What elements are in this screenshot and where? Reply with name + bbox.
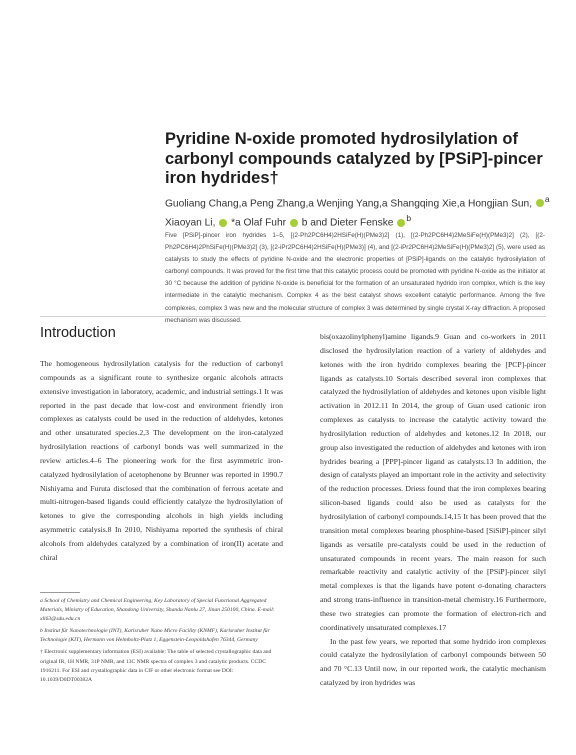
footnotes [40,597,283,688]
right-column [320,330,546,690]
section-divider [40,316,546,317]
author-list [165,192,550,231]
orcid-icon[interactable] [290,219,298,227]
authors-line2-b: *a Olaf Fuhr [231,217,287,229]
authors-line1: Guoliang Chang,a Peng Zhang,a Wenjing Yang,a Shangqing Xie,a Hongjian Sun, [165,198,533,210]
authors-line1-tail: a [544,194,550,204]
affiliation-a: a School of Chemistry and Chemical Engineering, Key Laboratory of Special Functional Aggregated Materials, Ministry of Education, Shandong University, Shanda Nanlu 27, Jinan 250100, China. E-mail: xli63@sdu.edu.cn [40,598,275,623]
authors-line2-d: b [406,213,412,224]
affiliation-b: b Institut für Nanotechnologie (INT), Karlsruher Nano Micro Facility (KNMF), Karlsruher Institut für Technologie (KIT), Hermann von Helmholtz-Platz 1, Eggenstein-Leopoldshafen 76344, Germany [40,628,270,644]
esi-note: † Electronic supplementary information (ESI) available: The table of selected crystallographic data and original IR, 1H NMR, 31P NMR, and 13C NMR spectra of complex 3 and catalytic products. CCDC 1916211. For ESI and crystallographic data in CIF or other electronic format see DOI: 10.1039/D0DT00382A [40,649,272,683]
orcid-icon[interactable] [536,199,544,207]
orcid-icon[interactable] [219,219,227,227]
abstract [165,230,545,327]
orcid-icon[interactable] [397,219,405,227]
intro-paragraph-3: In the past few years, we reported that some hydrido iron complexes could catalyze the hydrosilylation of carbonyl compounds between 50 and 70 °C.13 Until now, in our reported work, the catalytic mechanism catalyzed by iron hydrides was [320,636,546,688]
footnote-divider [40,592,80,593]
left-column [40,357,283,565]
intro-paragraph-2: bis(oxazolinylphenyl)amine ligands.9 Guan and co-workers in 2011 disclosed the hydrosilylation reaction of a variety of aldehydes and ketones with the iron hydrido complexes bearing the [PCP]-pincer ligands as catalysts.10 Sortais described several iron complexes that catalyzed the hydrosilylation of aldehydes and ketones upon visible light activation in 2012.11 In 2014, the group of Guan used cationic iron complexes as catalysts to increase the catalytic activity toward the hydrosilylation reduction of aldehydes and ketones.12 In 2018, our group also investigated the reduction of aldehydes and ketones with iron hydrides bearing a [PPP]-pincer ligand as catalysts.13 In addition, the design of catalysts played an important role in the activity and selectivity of the reduction processes. Driess found that the iron complexes bearing silicon-based ligands could also be used as catalysts for the hydrosilylation of carbonyl compounds.14,15 It has been proved that the transition metal complexes bearing phosphine-based [SiSiP]-pincer silyl ligands as versatile pre-catalysts could be used in the reduction of unsaturated compounds in recent years. The main reason for such remarkable reactivity and catalytic activity of the [PSiP]-pincer silyl metal complexes is that the ligands have potent σ-donating characters and strong trans-influence in transition-metal chemistry.16 Furthermore, these two strategies can promote the formation of electron-rich and coordinatively unsaturated complexes.17 [320,332,546,632]
section-heading: Introduction [40,325,116,341]
abstract-text: Five [PSiP]-pincer iron hydrides 1–5, [(2-Ph2PC6H4)2HSiFe(H)(PMe3)2] (1), [(2-Ph2PC6H4)2MeSiFe(H)(PMe3)2] (2), [(2-Ph2PC6H4)2PhSiFe(H)(PMe3)2] (3), [(2-iPr2PC6H4)2HSiFe(H)(PMe3)] (4), and [(2-iPr2PC6H4)2MeSiFe(H)(PMe3)2] (5), were used as catalysts to study the effects of pyridine N-oxide and the electronic properties of [PSiP]-ligands on the catalytic hydrosilylation of carbonyl compounds. It was proved for the first time that this catalytic process could be promoted with pyridine N-oxide as the initiator at 30 °C because the addition of pyridine N-oxide is beneficial for the formation of an unsaturated hydrido iron complex, which is the key intermediate in the catalytic mechanism. Complex 4 as the best catalyst shows excellent catalytic performance. Among the five complexes, complex 3 was new and the molecular structure of complex 3 was determined by single crystal X-ray diffraction. A proposed mechanism was discussed. [165,232,545,324]
authors-line2-a: Xiaoyan Li, [165,217,216,229]
authors-line2-c: b and Dieter Fenske [301,217,394,229]
article-title: Pyridine N-oxide promoted hydrosilylation of carbonyl compounds catalyzed by [PSiP]-pincer iron hydrides† [165,130,543,187]
intro-paragraph-1: The homogeneous hydrosilylation catalysis for the reduction of carbonyl compounds as a significant route to synthesize organic alcohols attracts extensive investigation in laboratory, academic, and industrial settings.1 It was reported in the past decade that low-cost and environment friendly iron complexes as catalysts could be used in the reduction of aldehydes, ketones and other unsaturated species.2,3 The development on the iron-catalyzed hydrosilylation reactions of carbonyl bonds was well summarized in the review articles.4–6 The pioneering work for the first asymmetric iron-catalyzed hydrosilylation of acetophenone by Brunner was reported in 1990.7 Nishiyama and Furuta disclosed that the combination of ferrous acetate and multi-nitrogen-based ligands could efficiently catalyze the hydrosilylation of ketones to give the corresponding alcohols in high yields including asymmetric catalysis.8 In 2010, Nishiyama reported the synthesis of chiral alcohols from aldehydes catalyzed by a combination of iron(II) acetate and chiral [40,359,283,562]
